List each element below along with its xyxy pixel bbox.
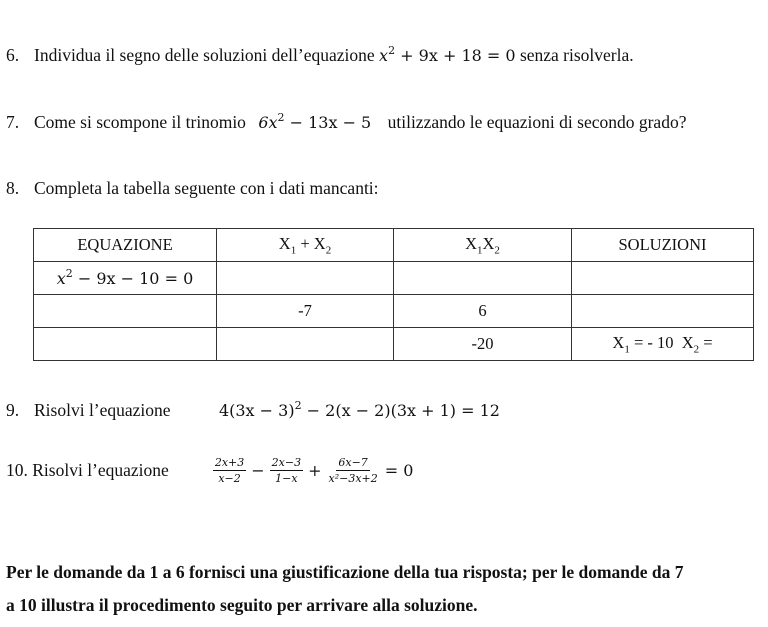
equation: $4(3x - 3)^2 - 2(x - 2)(3x + 1) = 12$ [218,399,500,420]
cell-empty [572,295,754,328]
table-row [34,295,754,328]
table-header-row [34,229,754,262]
cell-sum: -7 [217,295,394,328]
question-number: 8. [6,178,20,198]
question-8 [6,178,379,199]
instructions-line-1: Per le domande da 1 a 6 fornisci una giustificazione della tua risposta; per le domande da 7 [6,562,684,582]
question-text: Come si scompone il trinomio [34,112,246,132]
header-equazione: EQUAZIONE [34,229,217,262]
question-text-end: senza risolverla. [519,45,634,65]
cell-product: 6 [394,295,572,328]
table-row [34,328,754,361]
cell-solutions: $X_1$ = - 10 $X_2$ = [572,328,754,361]
header-product: $X_1X_2$ [394,229,572,262]
cell-empty [217,328,394,361]
question-10 [6,450,416,490]
question-9 [6,399,500,421]
cell-product: -20 [394,328,572,361]
cell-empty [394,262,572,295]
equation: $6x^2 - 13x - 5$ [258,111,372,132]
cell-empty [34,295,217,328]
header-soluzioni: SOLUZIONI [572,229,754,262]
instructions-line-2: a 10 illustra il procedimento seguito per arrivare alla soluzione. [6,595,478,615]
fraction: $\frac{2x-3}{1-x}$ [271,455,302,485]
table-row [34,262,754,295]
question-number: 9. [6,400,20,420]
fraction: $\frac{6x-7}{\text{x²−3x+2}}$ [328,455,378,485]
header-sum: $X_1 + X_2$ [217,229,394,262]
question-text: Completa la tabella seguente con i dati mancanti: [34,178,379,198]
question-text: Individua il segno delle soluzioni dell’equazione [34,45,375,65]
question-6 [6,44,634,66]
cell-equation: $x^2 - 9x - 10 = 0$ [34,262,217,295]
cell-empty [34,328,217,361]
equation: $x^2 + 9x + 18 = 0$ [379,44,516,65]
question-number: 6. [6,45,20,65]
question-7 [6,111,686,133]
question-number: 10. [6,459,28,480]
fraction: $\frac{2x+3}{x-2}$ [214,455,245,485]
question-text-end: utilizzando le equazioni di secondo grado? [387,112,687,132]
question-text: Risolvi l’equazione [34,400,171,420]
equation: $\frac{2x+3}{x-2}$ − $\frac{2x-3}{1-x}$ + $\frac{6x-7}{\text{x²−3x+2}}$ = 0 [214,455,414,485]
data-table [33,228,754,361]
cell-empty [572,262,754,295]
question-number: 7. [6,112,20,132]
cell-empty [217,262,394,295]
question-text: Risolvi l’equazione [32,459,169,480]
